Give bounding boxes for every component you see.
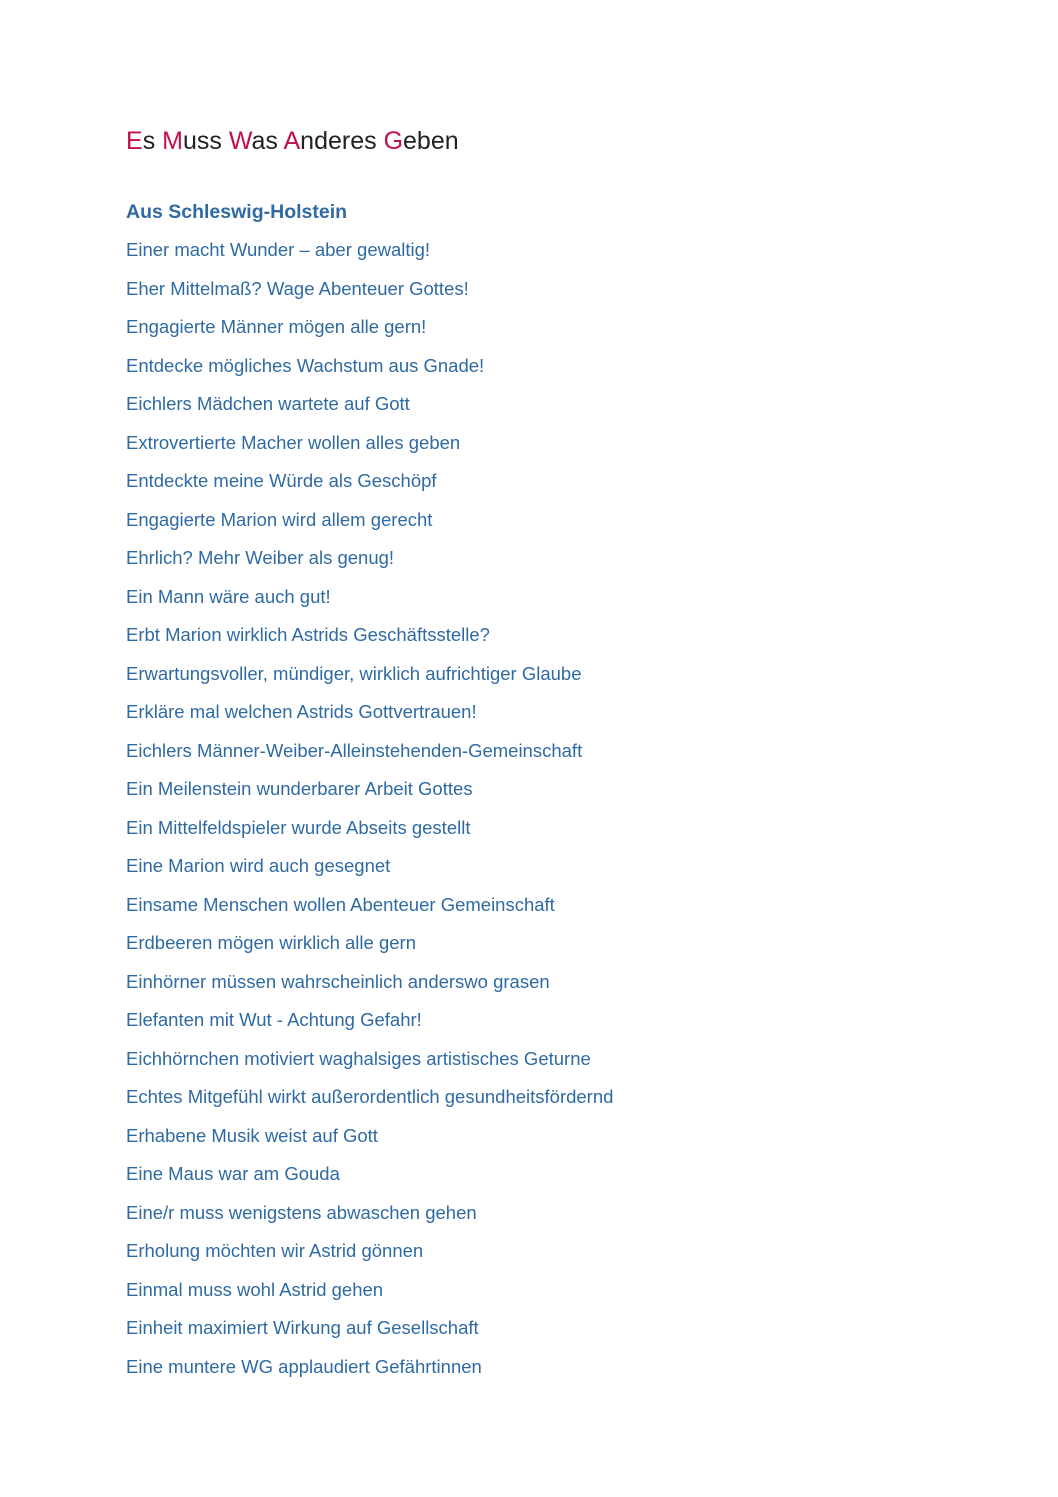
title-word-rest: uss <box>182 127 229 155</box>
list-item: Einheit maximiert Wirkung auf Gesellschaft <box>126 1317 479 1338</box>
list-item: Einmal muss wohl Astrid gehen <box>126 1278 384 1300</box>
list-item: Engagierte Marion wird allem gerecht <box>126 508 433 530</box>
list-item: Eichhörnchen motiviert waghalsiges artistisches Geturne <box>126 1047 591 1069</box>
list-item: Erwartungsvoller, mündiger, wirklich aufrichtiger Glaube <box>126 662 582 684</box>
list-item: Einsame Menschen wollen Abenteuer Gemeinschaft <box>126 893 555 915</box>
title-initial: G <box>383 127 404 155</box>
list-item: Eine muntere WG applaudiert Gefährtinnen <box>126 1355 482 1377</box>
list-item: Erkläre mal welchen Astrids Gottvertrauen! <box>126 701 477 722</box>
list-item: Entdeckte meine Würde als Geschöpf <box>126 470 437 491</box>
list-item: Ein Mittelfeldspieler wurde Abseits gestellt <box>126 816 471 838</box>
section-heading: Aus Schleswig-Holstein <box>126 201 348 223</box>
list-item: Engagierte Männer mögen alle gern! <box>126 316 427 337</box>
title-word-rest: nderes <box>300 127 384 155</box>
list-item: Ehrlich? Mehr Weiber als genug! <box>126 547 395 568</box>
title-initial: M <box>162 127 183 155</box>
list-item: Erholung möchten wir Astrid gönnen <box>126 1240 424 1261</box>
page-title <box>126 124 1006 158</box>
list-item: Erhabene Musik weist auf Gott <box>126 1124 378 1146</box>
list-item: Ein Meilenstein wunderbarer Arbeit Gottes <box>126 778 473 799</box>
list-item: Eichlers Mädchen wartete auf Gott <box>126 393 410 414</box>
title-initial: A <box>283 127 301 155</box>
list-item: Entdecke mögliches Wachstum aus Gnade! <box>126 354 485 376</box>
list-item: Eher Mittelmaß? Wage Abenteuer Gottes! <box>126 277 469 299</box>
list-item: Eine Maus war am Gouda <box>126 1163 340 1184</box>
list-item: Extrovertierte Macher wollen alles geben <box>126 431 461 453</box>
list-item: Einer macht Wunder – aber gewaltig! <box>126 239 431 260</box>
acronym-list <box>126 231 1006 1386</box>
title-initial: E <box>126 127 143 155</box>
list-item: Elefanten mit Wut - Achtung Gefahr! <box>126 1009 422 1030</box>
list-item: Eine/r muss wenigstens abwaschen gehen <box>126 1201 477 1223</box>
list-item: Eine Marion wird auch gesegnet <box>126 855 391 876</box>
title-word-rest: eben <box>403 127 459 155</box>
list-item: Einhörner müssen wahrscheinlich anderswo grasen <box>126 970 550 992</box>
list-item: Erbt Marion wirklich Astrids Geschäftsstelle? <box>126 624 490 645</box>
list-item: Echtes Mitgefühl wirkt außerordentlich gesundheitsfördernd <box>126 1086 614 1107</box>
title-word-rest: s <box>142 127 163 155</box>
list-item: Erdbeeren mögen wirklich alle gern <box>126 932 416 953</box>
title-initial: W <box>228 127 252 155</box>
title-word-rest: as <box>251 127 284 155</box>
document-page <box>126 124 1006 1386</box>
list-item: Ein Mann wäre auch gut! <box>126 585 331 607</box>
list-item: Eichlers Männer-Weiber-Alleinstehenden-Gemeinschaft <box>126 739 583 761</box>
